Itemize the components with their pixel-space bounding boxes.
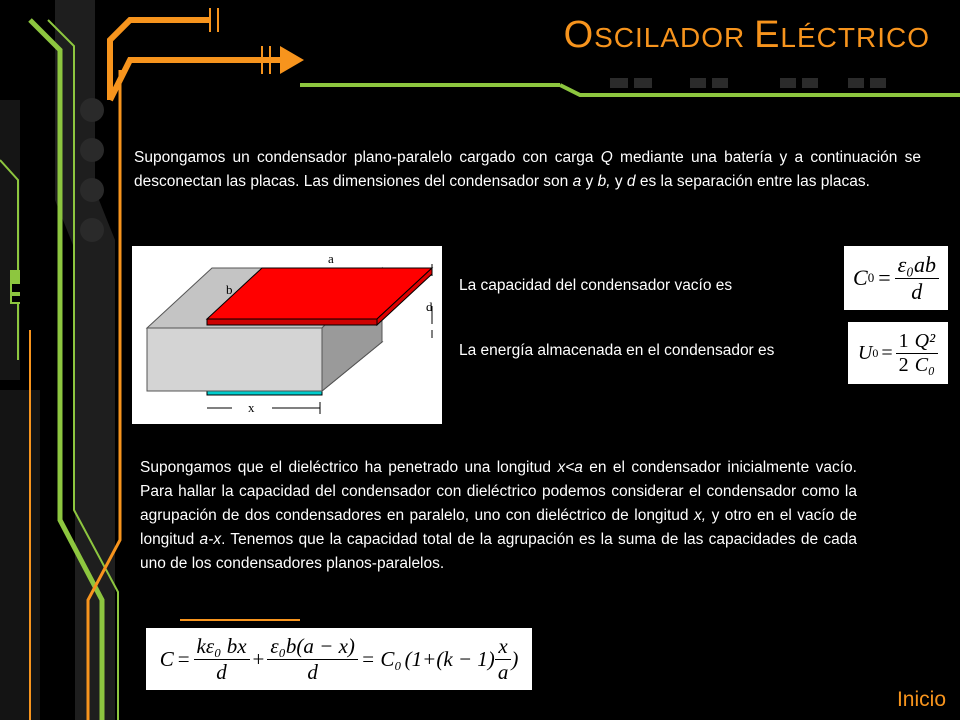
intro-var-a: a — [572, 173, 582, 190]
label-b: b — [226, 282, 233, 297]
title-initial-o: O — [563, 14, 595, 56]
c-fraction-2 — [267, 634, 358, 685]
dielectric-paragraph — [140, 456, 857, 576]
formula-c0: C 0 = $\frac{\text{ε₀ab}}{d}$ — [844, 246, 948, 310]
body2-var-x: x, — [694, 507, 707, 524]
capacity-label: La capacidad del condensador vacío es — [459, 277, 733, 294]
body2-var-ax: a-x — [199, 531, 222, 548]
c-f3-denominator: a — [497, 659, 509, 684]
page-title — [564, 14, 930, 57]
title-initial-e: E — [754, 14, 781, 56]
c-f1-numerator: kε₀ bx — [194, 634, 250, 660]
formula-c-total: C = $\frac{\text{kε₀ bx}}{d}$ + $\frac{\text{ε₀b(a − x)}}{d}$ = C₀ (1+(k − 1) $\frac{x}{a}$ ) — [146, 628, 532, 690]
body2-text-1: Supongamos que el dieléctrico ha penetrado una longitud — [140, 459, 558, 476]
body2-condition: x<a — [557, 459, 583, 476]
c-fraction-3 — [495, 634, 512, 685]
label-a: a — [328, 251, 334, 266]
label-x: x — [248, 400, 255, 415]
c0-subscript: 0 — [867, 270, 875, 285]
c-paren-close: ) — [511, 646, 519, 671]
intro-var-q: Q — [600, 149, 613, 166]
body2-text-4: . Tenemos que la capacidad total de la agrupación es la suma de las capacidades de cada uno de los condensadores planos-paralelos. — [140, 531, 857, 572]
intro-var-d: d — [626, 173, 636, 190]
intro-text-1: Supongamos un condensador plano-paralelo cargado con carga — [134, 149, 601, 166]
c0-symbol: C — [853, 265, 868, 290]
intro-text-3: y — [581, 173, 598, 190]
intro-var-b: b, — [597, 173, 611, 190]
c-symbol: C — [159, 646, 174, 671]
capacitor-diagram — [132, 246, 442, 424]
intro-text-5: es la separación entre las placas. — [635, 173, 870, 190]
c0-denominator: d — [911, 278, 923, 304]
u0-symbol: U — [857, 341, 873, 364]
c-f3-numerator: x — [495, 634, 512, 660]
u0-f1-denominator: 2 — [898, 353, 909, 376]
u0-f2-denominator: C₀ — [914, 353, 936, 376]
title-word-2: LÉCTRICO — [780, 22, 930, 53]
c-paren-open: (1+(k − 1) — [404, 646, 495, 671]
c-f1-denominator: d — [216, 659, 227, 684]
u0-subscript: 0 — [872, 345, 879, 360]
c-f2-numerator: ε₀b(a − x) — [267, 634, 358, 660]
c0-fraction — [895, 252, 939, 305]
c-equals-c0: = C₀ — [360, 646, 402, 671]
title-word-1: SCILADOR — [594, 22, 755, 53]
capacitor-drawing — [132, 246, 442, 424]
formula-u0: U 0 = $\frac{1}{2}$ $\frac{\text{Q²}}{\text{C₀}}$ — [848, 322, 948, 384]
body2-text-3: y otro en el vacío de longitud — [140, 507, 857, 548]
body2-text-2: en el condensador inicialmente vacío. Para hallar la capacidad del condensador con dieléctrico podemos considerar el condensador como la agrupación de dos condensadores en paralelo, uno con dieléctrico de longitud — [140, 459, 857, 524]
label-d: d — [426, 299, 433, 314]
c-fraction-1 — [194, 634, 250, 685]
home-link[interactable]: Inicio — [896, 688, 946, 711]
u0-f2-numerator: Q² — [912, 330, 938, 354]
energy-label: La energía almacenada en el condensador es — [459, 342, 775, 359]
intro-text-2: mediante una batería y a continuación se desconectan las placas. Las dimensiones del condensador son — [134, 149, 921, 190]
u0-f1-numerator: 1 — [896, 330, 912, 354]
c0-numerator: ε₀ab — [895, 252, 939, 279]
c-f2-denominator: d — [307, 659, 318, 684]
u0-fraction-2 — [912, 330, 938, 377]
u0-fraction-1 — [896, 330, 912, 377]
intro-text-4: y — [610, 173, 627, 190]
intro-paragraph — [134, 146, 921, 194]
